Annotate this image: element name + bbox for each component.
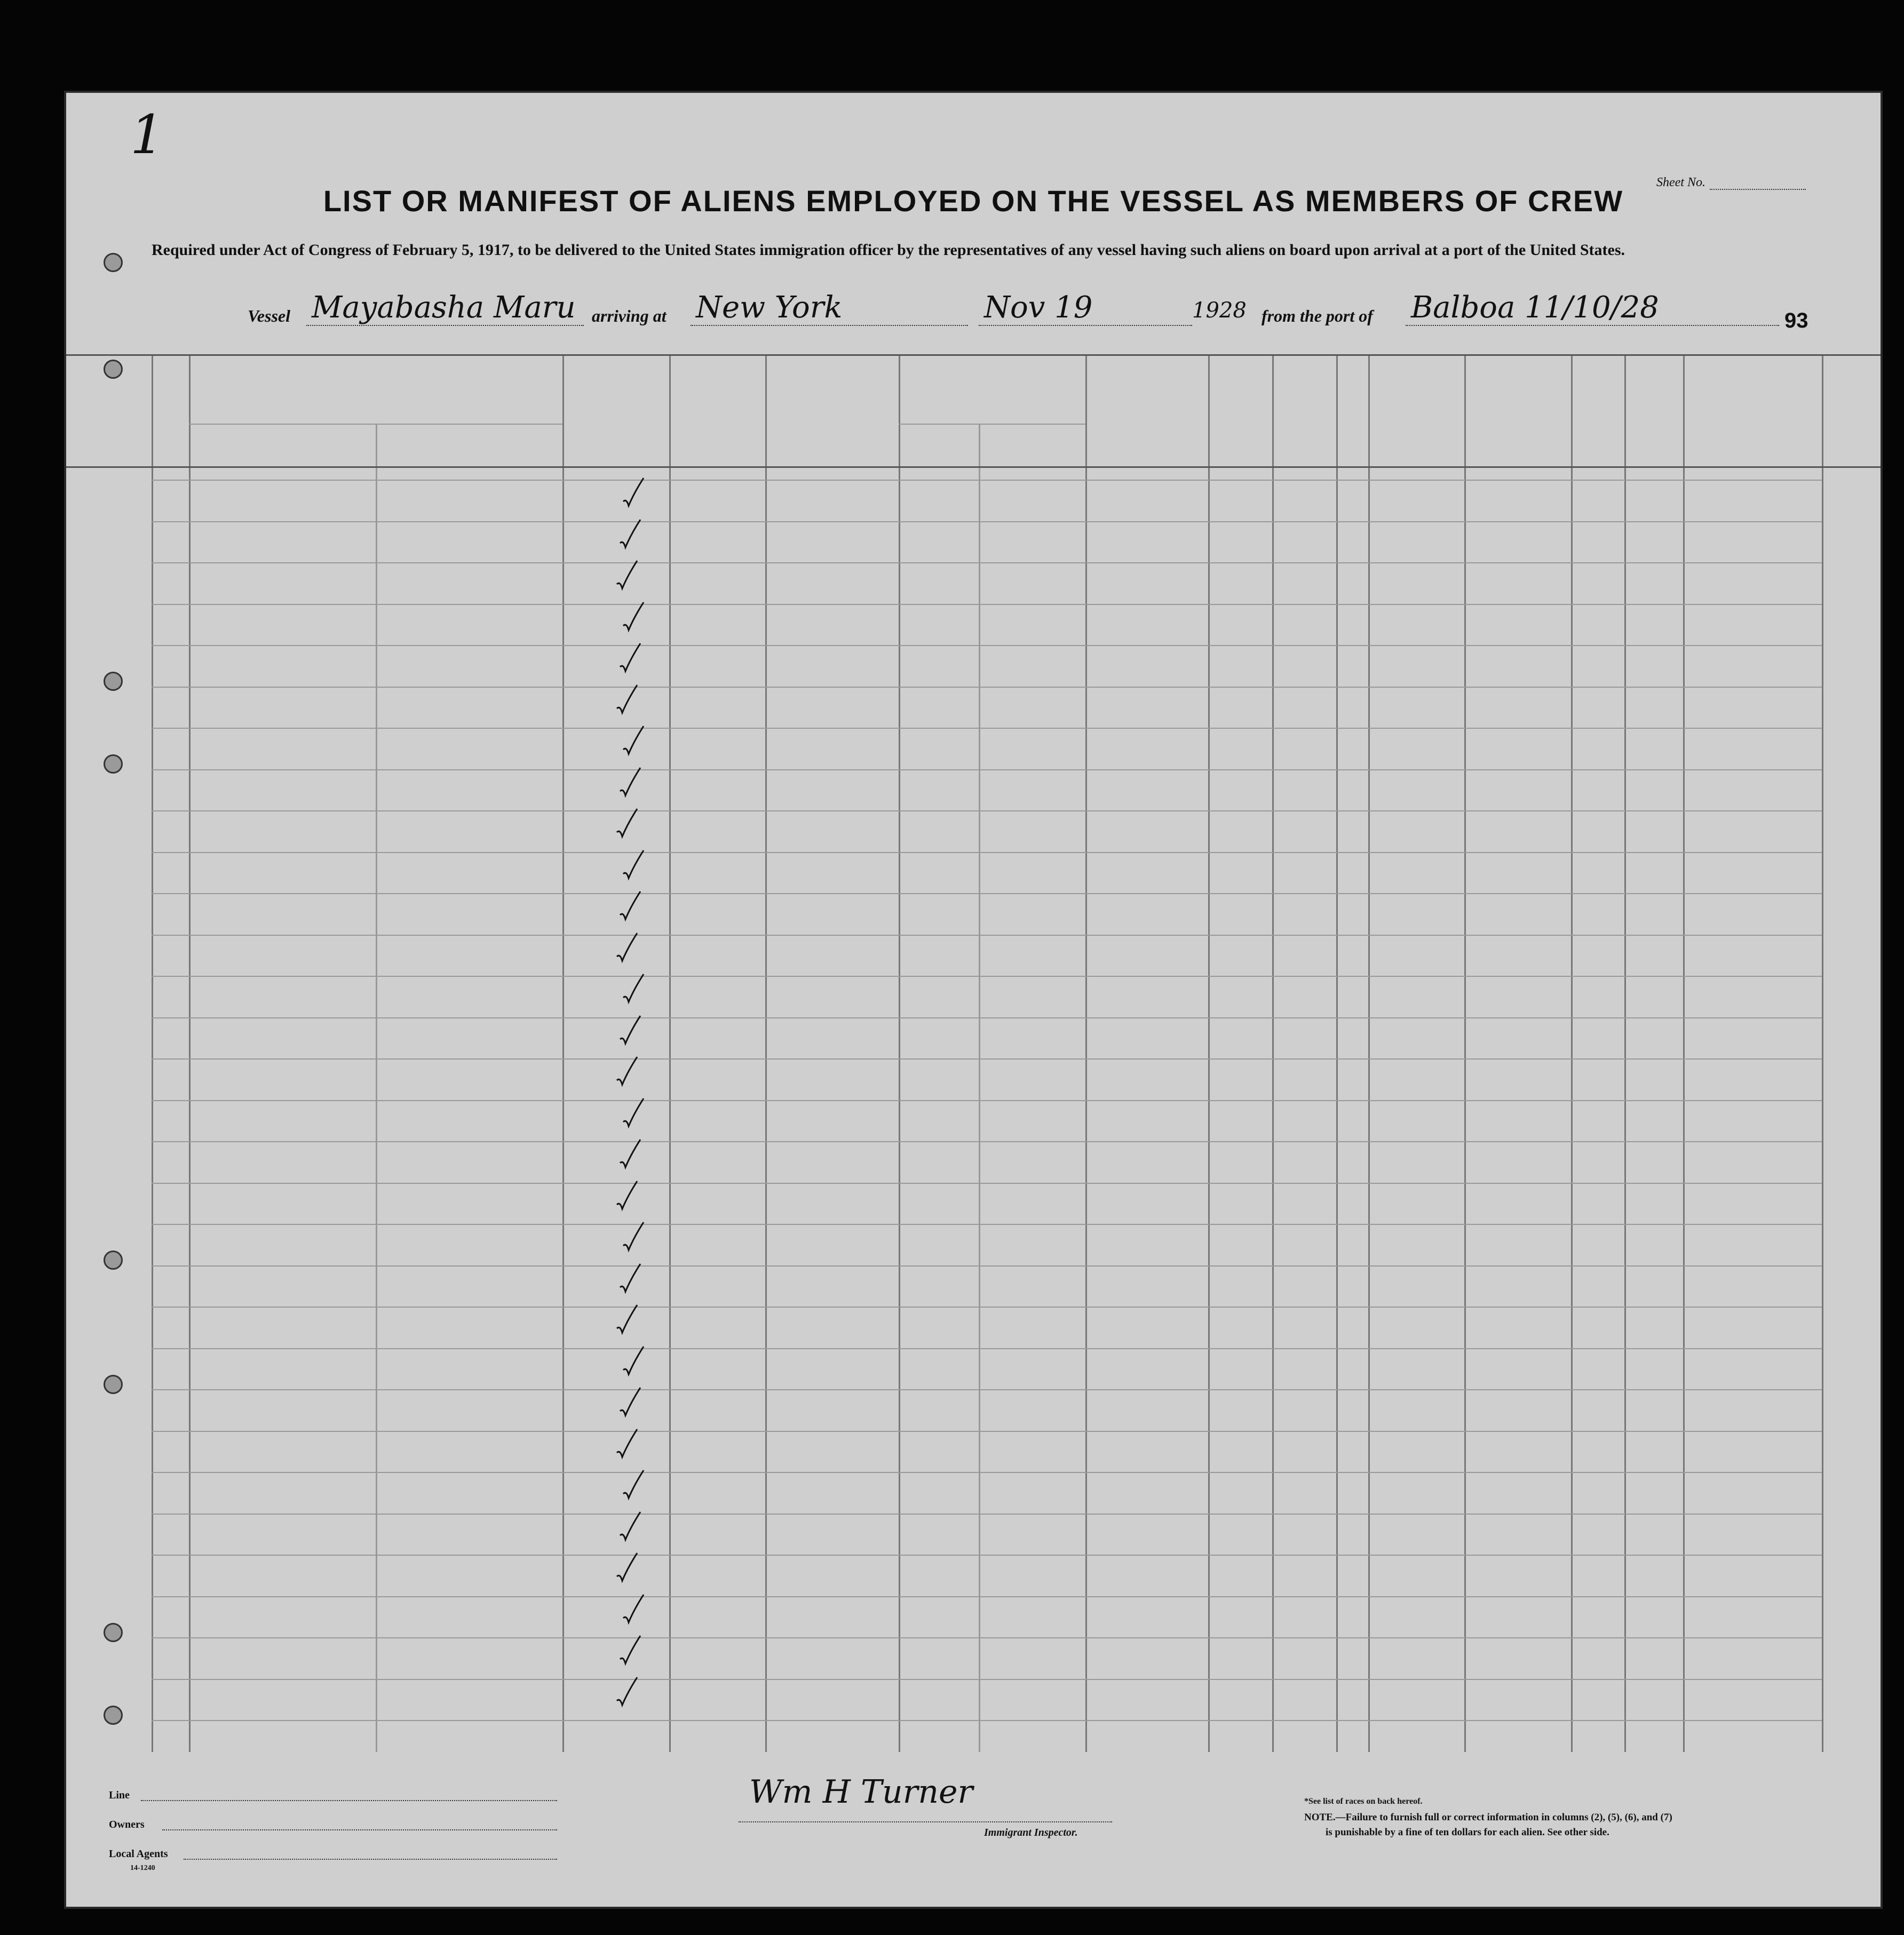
- from-port-label: from the port of: [1262, 306, 1373, 325]
- page-title: LIST OR MANIFEST OF ALIENS EMPLOYED ON THE VESSEL AS MEMBERS OF CREW: [323, 184, 1624, 218]
- row-rule: [152, 976, 1822, 977]
- punch-hole: [104, 754, 123, 774]
- check-mark-icon: [621, 1594, 645, 1626]
- column-rule: [189, 354, 191, 1752]
- punch-hole: [104, 1623, 123, 1642]
- row-rule: [152, 1265, 1822, 1267]
- arrival-date-line: [979, 325, 1192, 326]
- page-subtitle: Required under Act of Congress of February 5, 1917, to be delivered to the United States immigration officer by the representatives of any vessel having such aliens on board upon arrival at a port of the United States.: [152, 241, 1625, 259]
- column-rule: [669, 354, 671, 1752]
- column-rule: [1624, 354, 1626, 1752]
- row-rule: [152, 562, 1822, 563]
- row-rule: [152, 1224, 1822, 1225]
- table-top-rule: [66, 354, 1881, 356]
- punch-hole: [104, 1251, 123, 1270]
- check-mark-icon: [618, 1138, 641, 1170]
- check-mark-icon: [621, 725, 645, 757]
- race-note: *See list of races on back hereof.: [1304, 1797, 1423, 1806]
- row-rule: [152, 852, 1822, 853]
- footer-agents-label: Local Agents: [109, 1848, 168, 1860]
- column-rule: [765, 354, 767, 1752]
- row-rule: [152, 1017, 1822, 1018]
- check-mark-icon: [621, 477, 645, 509]
- row-rule: [152, 1307, 1822, 1308]
- check-mark-icon: [621, 601, 645, 633]
- row-rule: [152, 1637, 1822, 1638]
- check-mark-icon: [621, 1469, 645, 1501]
- vessel-label: Vessel: [248, 306, 290, 325]
- column-rule: [1571, 354, 1573, 1752]
- row-rule: [152, 935, 1822, 936]
- footer-line-label: Line: [109, 1789, 130, 1801]
- from-port: Balboa 11/10/28: [1411, 290, 1659, 325]
- arrival-port-line: [691, 325, 968, 326]
- check-mark-icon: [618, 1635, 641, 1667]
- footer-owners-label: Owners: [109, 1819, 145, 1830]
- check-mark-icon: [615, 1056, 638, 1088]
- punch-hole: [104, 1706, 123, 1725]
- check-mark-icon: [618, 767, 641, 799]
- footer-agents-field: [184, 1859, 557, 1860]
- row-rule: [152, 1058, 1822, 1060]
- punch-hole: [104, 253, 123, 272]
- column-rule: [1683, 354, 1685, 1752]
- row-rule: [152, 1348, 1822, 1349]
- manifest-sheet: [64, 91, 1883, 1909]
- column-rule: [1208, 354, 1210, 1752]
- row-rule: [152, 893, 1822, 894]
- vessel-name: Mayabasha Maru: [312, 290, 576, 325]
- check-mark-icon: [615, 808, 638, 840]
- inspector-signature: Wm H Turner: [749, 1773, 973, 1811]
- check-mark-icon: [618, 1387, 641, 1419]
- check-mark-icon: [615, 1552, 638, 1584]
- row-rule: [152, 521, 1822, 522]
- row-rule: [152, 1472, 1822, 1473]
- check-mark-icon: [621, 973, 645, 1005]
- row-rule: [152, 1720, 1822, 1721]
- column-rule: [979, 424, 980, 1752]
- footer-owners-field: [162, 1829, 557, 1830]
- crew-table: [66, 354, 1881, 1795]
- check-mark-icon: [618, 642, 641, 674]
- row-rule: [152, 1596, 1822, 1597]
- arriving-label: arriving at: [592, 306, 667, 325]
- column-rule: [152, 354, 153, 1752]
- fine-note-line-2: is punishable by a fine of ten dollars for each alien. See other side.: [1326, 1827, 1609, 1838]
- signature-line: [739, 1821, 1112, 1822]
- row-rule: [152, 480, 1822, 481]
- check-mark-icon: [615, 1676, 638, 1708]
- header-bottom-rule: [66, 466, 1881, 468]
- punch-hole: [104, 360, 123, 379]
- inspector-label: Immigrant Inspector.: [984, 1827, 1078, 1838]
- footer-line-field: [141, 1800, 557, 1801]
- check-mark-icon: [615, 684, 638, 716]
- page-number: 93: [1784, 309, 1808, 332]
- form-number: 14-1240: [130, 1864, 155, 1872]
- check-mark-icon: [615, 1428, 638, 1460]
- row-rule: [152, 1183, 1822, 1184]
- row-rule: [152, 769, 1822, 770]
- row-rule: [152, 645, 1822, 646]
- check-mark-icon: [615, 1180, 638, 1212]
- punch-hole: [104, 1375, 123, 1394]
- column-rule: [1368, 354, 1370, 1752]
- column-rule: [1085, 354, 1087, 1752]
- column-rule: [1272, 354, 1274, 1752]
- row-rule: [152, 1389, 1822, 1390]
- punch-hole: [104, 672, 123, 691]
- vessel-name-line: [306, 325, 584, 326]
- row-rule: [152, 687, 1822, 688]
- check-mark-icon: [615, 1304, 638, 1336]
- check-mark-icon: [618, 890, 641, 922]
- column-rule: [1336, 354, 1338, 1752]
- column-rule: [899, 354, 900, 1752]
- check-mark-icon: [618, 519, 641, 551]
- row-rule: [152, 1100, 1822, 1101]
- check-mark-icon: [621, 849, 645, 881]
- check-mark-icon: [618, 1263, 641, 1295]
- column-rule: [1464, 354, 1466, 1752]
- sheet-no-label: Sheet No.: [1656, 176, 1705, 189]
- column-rule: [376, 424, 377, 1752]
- check-mark-icon: [618, 1015, 641, 1047]
- row-rule: [152, 1514, 1822, 1515]
- row-rule: [152, 604, 1822, 605]
- row-rule: [152, 728, 1822, 729]
- row-rule: [152, 1555, 1822, 1556]
- arrival-date: Nov 19: [984, 290, 1093, 325]
- row-rule: [152, 1431, 1822, 1432]
- check-mark-icon: [615, 560, 638, 592]
- row-rule: [152, 1679, 1822, 1680]
- arrival-year: 1928: [1192, 298, 1247, 323]
- check-mark-icon: [621, 1221, 645, 1253]
- check-mark-icon: [618, 1511, 641, 1543]
- name-subheader-rule: [189, 424, 562, 425]
- column-rule: [1822, 354, 1823, 1752]
- arrival-port: New York: [696, 290, 843, 325]
- check-mark-icon: [621, 1097, 645, 1129]
- check-mark-icon: [621, 1345, 645, 1377]
- check-mark-icon: [615, 932, 638, 964]
- corner-mark: 1: [130, 103, 164, 166]
- row-rule: [152, 810, 1822, 811]
- column-rule: [562, 354, 564, 1752]
- fine-note-line-1: NOTE.—Failure to furnish full or correct information in columns (2), (5), (6), and (7): [1304, 1812, 1672, 1823]
- from-port-line: [1406, 325, 1779, 326]
- row-rule: [152, 1141, 1822, 1142]
- shipped-subheader-rule: [899, 424, 1085, 425]
